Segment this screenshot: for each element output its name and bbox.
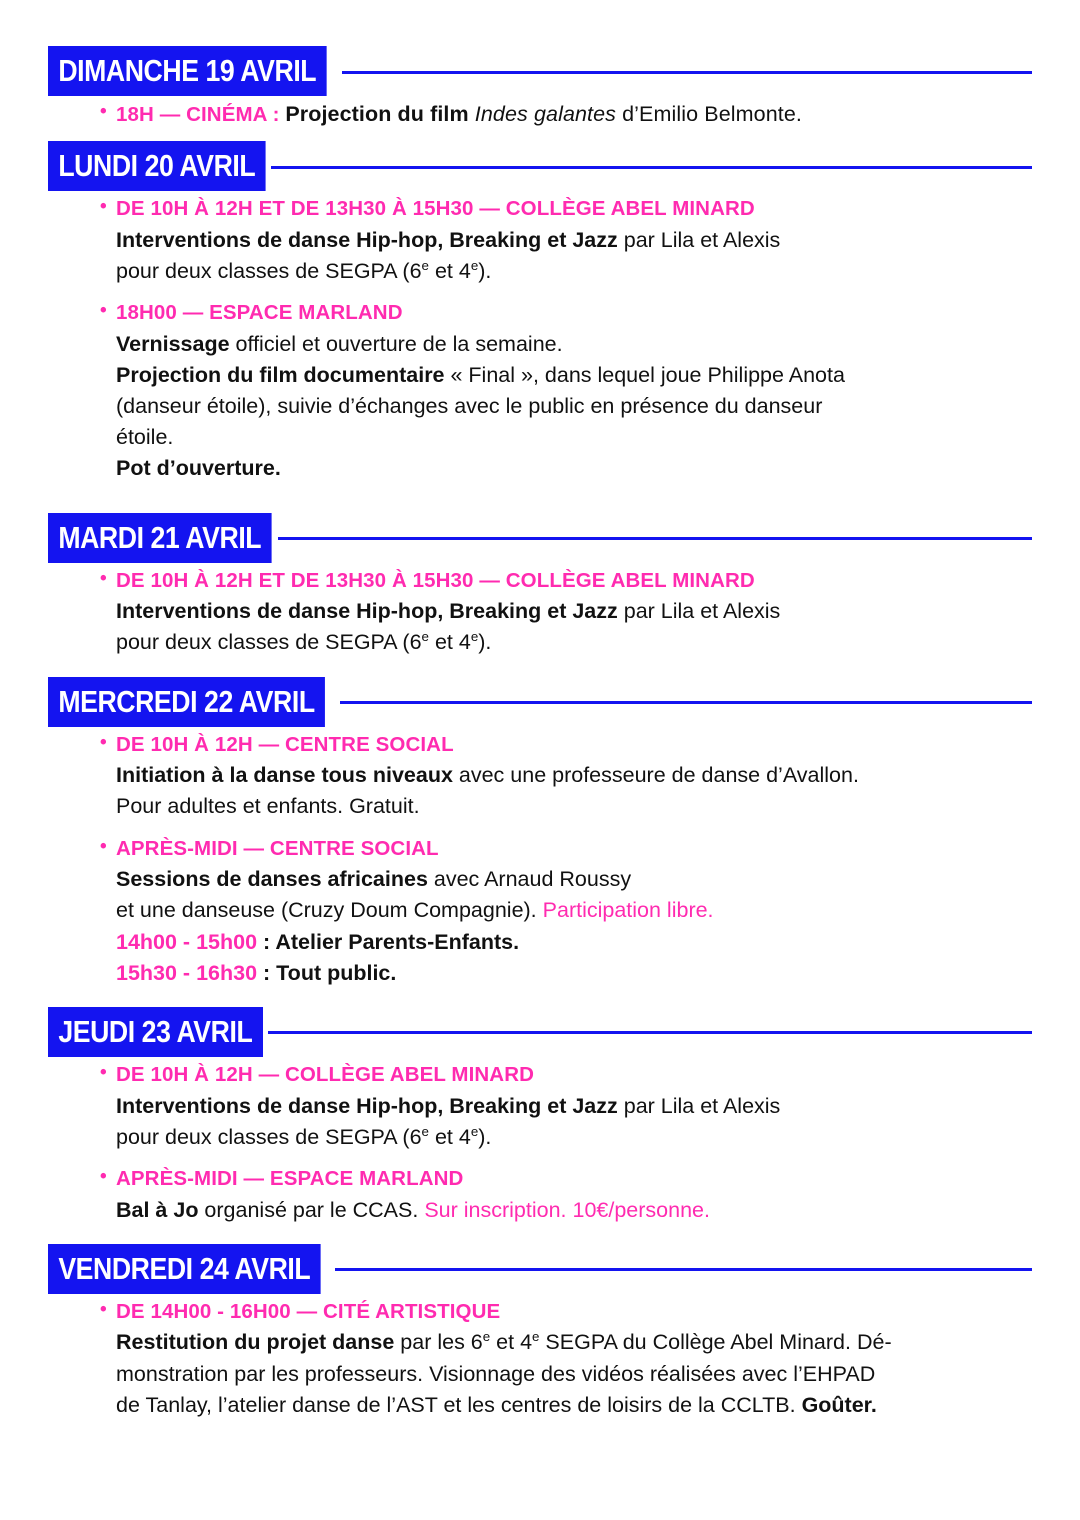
entry-body-inline: Projection du film Indes galantes d’Emilio Belmonte. (285, 102, 802, 126)
entry-heading: • APRÈS-MIDI — CENTRE SOCIAL (100, 835, 1032, 863)
day-entries-dimanche-19-avril (48, 100, 1032, 129)
day-heading-jeudi-23-avril (48, 1007, 1032, 1057)
day-heading-dimanche-19-avril (48, 46, 1032, 96)
day-label: MARDI 21 AVRIL (48, 513, 271, 563)
day-label: MERCREDI 22 AVRIL (48, 677, 325, 727)
day-entries-mercredi-22-avril (48, 731, 1032, 989)
day-heading-lundi-20-avril (48, 141, 1032, 191)
day-entries-jeudi-23-avril (48, 1061, 1032, 1226)
day-rule (278, 537, 1032, 540)
entry-body: Bal à Jo organisé par le CCAS. Sur inscription. 10€/personne. (116, 1197, 710, 1222)
entry-body: Interventions de danse Hip-hop, Breaking et Jazz par Lila et Alexis pour deux classes de SEGPA (6e et 4e). (116, 227, 781, 283)
day-heading-mardi-21-avril (48, 513, 1032, 563)
day-rule (335, 1268, 1032, 1271)
entry (100, 567, 1032, 659)
day-entries-mardi-21-avril (48, 567, 1032, 659)
day-heading-vendredi-24-avril (48, 1244, 1032, 1294)
entry-body: Interventions de danse Hip-hop, Breaking et Jazz par Lila et Alexis pour deux classes de SEGPA (6e et 4e). (116, 1093, 781, 1149)
entry (100, 731, 1032, 823)
day-rule (340, 701, 1032, 704)
entry-heading: • APRÈS-MIDI — ESPACE MARLAND (100, 1165, 1032, 1193)
entry (100, 100, 1032, 129)
entry (100, 1165, 1032, 1226)
day-label: LUNDI 20 AVRIL (48, 141, 266, 191)
day-label: JEUDI 23 AVRIL (48, 1007, 263, 1057)
entry-heading (100, 100, 1032, 129)
day-label: VENDREDI 24 AVRIL (48, 1244, 321, 1294)
day-rule (271, 166, 1032, 169)
entry-heading: • DE 10H À 12H ET DE 13H30 À 15H30 — COLLÈGE ABEL MINARD (100, 195, 1032, 223)
day-label: DIMANCHE 19 AVRIL (48, 46, 326, 96)
entry-heading: • 18H00 — ESPACE MARLAND (100, 299, 1032, 327)
entry (100, 1298, 1032, 1421)
entry (100, 195, 1032, 287)
entry-heading: • DE 10H À 12H — CENTRE SOCIAL (100, 731, 1032, 759)
day-heading-mercredi-22-avril (48, 677, 1032, 727)
day-entries-lundi-20-avril (48, 195, 1032, 485)
entry-heading: • DE 10H À 12H ET DE 13H30 À 15H30 — COLLÈGE ABEL MINARD (100, 567, 1032, 595)
entry-body: Initiation à la danse tous niveaux avec une professeure de danse d’Avallon. Pour adultes et enfants. Gratuit. (116, 763, 859, 819)
entry (100, 835, 1032, 989)
entry (100, 1061, 1032, 1153)
entry-heading-text: 18H — CINÉMA : (116, 103, 280, 126)
day-rule (342, 71, 1032, 74)
entry-heading: • DE 10H À 12H — COLLÈGE ABEL MINARD (100, 1061, 1032, 1089)
entry-heading: • DE 14H00 - 16H00 — CITÉ ARTISTIQUE (100, 1298, 1032, 1326)
entry-body: Restitution du projet danse par les 6e et 4e SEGPA du Collège Abel Minard. Dé- monstration par les professeurs. Visionnage des vidéos réalisées avec l’EHPAD de Tanlay, l’atelier danse de l’AST et les centres de loisirs de la CCLTB. Goûter. (116, 1329, 892, 1417)
entry-body: Interventions de danse Hip-hop, Breaking et Jazz par Lila et Alexis pour deux classes de SEGPA (6e et 4e). (116, 599, 781, 655)
day-rule (268, 1031, 1032, 1034)
day-entries-vendredi-24-avril (48, 1298, 1032, 1421)
entry-body: Sessions de danses africaines avec Arnaud Roussy et une danseuse (Cruzy Doum Compagnie). Participation libre. 14h00 - 15h00 : Atelier Parents-Enfants. 15h30 - 16h30 : Tout public. (116, 867, 714, 985)
entry (100, 299, 1032, 485)
entry-body: Vernissage officiel et ouverture de la semaine. Projection du film documentaire « Final », dans lequel joue Philippe Anota (danseur étoile), suivie d’échanges avec le public en présence du danseur étoile. Pot d’ouverture. (116, 331, 845, 481)
